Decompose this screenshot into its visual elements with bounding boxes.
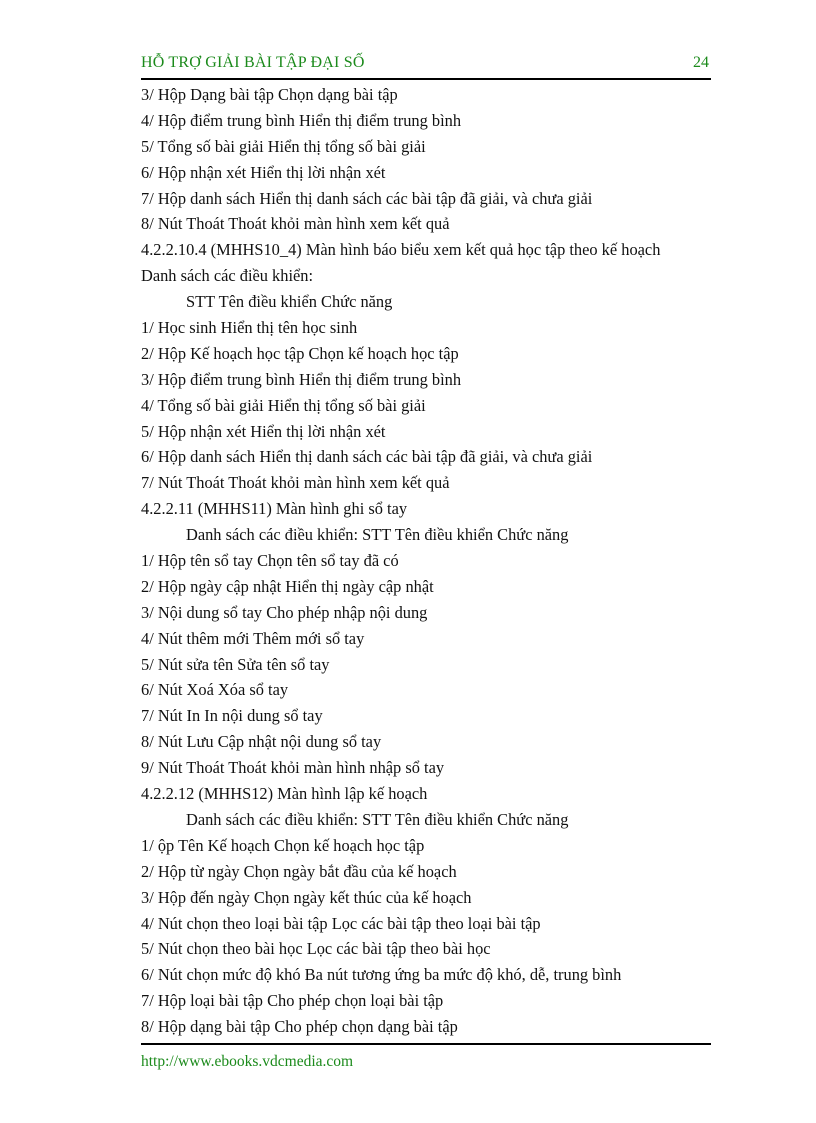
text-line: Danh sách các điều khiển: STT Tên điều khiển Chức năng	[186, 809, 569, 829]
text-line: 1/ ộp Tên Kế hoạch Chọn kế hoạch học tập	[141, 835, 425, 855]
page-number: 24	[693, 54, 709, 71]
text-line: 2/ Hộp Kế hoạch học tập Chọn kế hoạch học tập	[141, 343, 459, 363]
text-line: Danh sách các điều khiển: STT Tên điều khiển Chức năng	[186, 525, 569, 545]
text-line: 8/ Nút Thoát Thoát khỏi màn hình xem kết quả	[141, 214, 450, 234]
text-line: 1/ Học sinh Hiển thị tên học sinh	[141, 318, 358, 338]
text-line: 4.2.2.12 (MHHS12) Màn hình lập kế hoạch	[141, 784, 428, 804]
text-line: 3/ Nội dung sổ tay Cho phép nhập nội dung	[141, 602, 428, 622]
text-line: 4/ Nút thêm mới Thêm mới sổ tay	[141, 628, 365, 648]
text-line: 4.2.2.10.4 (MHHS10_4) Màn hình báo biểu xem kết quả học tập theo kế hoạch	[141, 240, 661, 260]
text-line: 2/ Hộp ngày cập nhật Hiển thị ngày cập nhật	[141, 576, 434, 596]
text-line: 7/ Nút Thoát Thoát khỏi màn hình xem kết quả	[141, 473, 450, 493]
text-line: 5/ Nút sửa tên Sửa tên sổ tay	[141, 654, 330, 674]
text-line: 5/ Nút chọn theo bài học Lọc các bài tập theo bài học	[141, 939, 491, 959]
text-line: 6/ Hộp nhận xét Hiển thị lời nhận xét	[141, 162, 386, 182]
text-line: 4/ Hộp điểm trung bình Hiển thị điểm trung bình	[141, 110, 462, 130]
text-line: 8/ Hộp dạng bài tập Cho phép chọn dạng bài tập	[141, 1017, 458, 1037]
text-line: Danh sách các điều khiển:	[141, 266, 314, 286]
text-line: 9/ Nút Thoát Thoát khỏi màn hình nhập sổ tay	[141, 758, 445, 778]
document-body	[141, 82, 721, 1040]
text-line: 6/ Hộp danh sách Hiển thị danh sách các bài tập đã giải, và chưa giải	[141, 447, 593, 467]
text-line: 3/ Hộp Dạng bài tập Chọn dạng bài tập	[141, 85, 398, 104]
footer-link[interactable]: http://www.ebooks.vdcmedia.com	[141, 1053, 354, 1070]
header-title: HỖ TRỢ GIẢI BÀI TẬP ĐẠI SỐ	[141, 54, 365, 71]
text-line: 6/ Nút Xoá Xóa sổ tay	[141, 680, 289, 700]
text-line: 7/ Hộp loại bài tập Cho phép chọn loại bài tập	[141, 991, 444, 1011]
text-line: 4/ Tổng số bài giải Hiển thị tổng số bài giải	[141, 395, 426, 415]
text-line: 7/ Nút In In nội dung sổ tay	[141, 706, 323, 726]
page-header	[141, 52, 711, 80]
text-line: 4/ Nút chọn theo loại bài tập Lọc các bài tập theo loại bài tập	[141, 913, 541, 933]
text-line: 2/ Hộp từ ngày Chọn ngày bắt đầu của kế hoạch	[141, 861, 457, 881]
text-line: 5/ Hộp nhận xét Hiển thị lời nhận xét	[141, 421, 386, 441]
text-line: 7/ Hộp danh sách Hiển thị danh sách các bài tập đã giải, và chưa giải	[141, 188, 593, 208]
text-line: 3/ Hộp điểm trung bình Hiển thị điểm trung bình	[141, 369, 462, 389]
text-line: 8/ Nút Lưu Cập nhật nội dung sổ tay	[141, 732, 382, 752]
text-line: 4.2.2.11 (MHHS11) Màn hình ghi sổ tay	[141, 499, 408, 519]
text-line: 6/ Nút chọn mức độ khó Ba nút tương ứng ba mức độ khó, dễ, trung bình	[141, 965, 622, 985]
page-footer	[141, 1043, 711, 1070]
text-line: 1/ Hộp tên sổ tay Chọn tên sổ tay đã có	[141, 551, 399, 571]
text-line: 3/ Hộp đến ngày Chọn ngày kết thúc của kế hoạch	[141, 887, 472, 907]
text-line: 5/ Tổng số bài giải Hiển thị tổng số bài giải	[141, 136, 426, 156]
text-line: STT Tên điều khiển Chức năng	[186, 292, 393, 312]
